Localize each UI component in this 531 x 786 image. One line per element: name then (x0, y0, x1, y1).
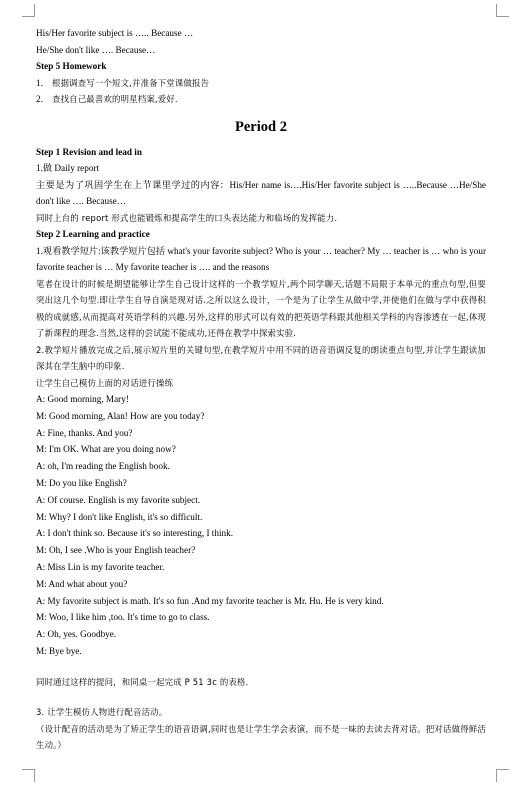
homework-line-2: He/She don't like …. Because… (36, 44, 156, 55)
step2-heading: Step 2 Learning and practice (36, 229, 150, 239)
homework-item-text: 根据调查写一个短文,并准备下堂课做报告 (52, 77, 210, 88)
dialogue-line: M: I'm OK. What are you doing now? (36, 444, 176, 455)
step1-heading: Step 1 Revision and lead in (36, 146, 142, 157)
dialogue-line: A: Good morning, Mary! (36, 394, 129, 404)
dialogue-line: A: Miss Lin is my favorite teacher. (36, 561, 165, 572)
step2-paragraph-2: 笔者在设计的时候是期望能够让学生自己设计这样的一个教学短片,两个同学聊天,话题不局限于本单元的重点句型,但要突出这几个句型.即让学生自导自演是现对话.之所以这么设计，一个是为了让学生从做中学,并使他们在做与学中获得积极的成就感,从而提高对英语学科的兴趣.另外,这样的形式可以有效的把英语学科跟其他相关学科的内容渗透在一起,体现了新课程的理念.当然,这样的尝试能不能成功,还得在教学中探索实验. (36, 278, 486, 338)
period-title: Period 2 (235, 118, 287, 135)
dialogue-line: A: oh, I'm reading the English book. (36, 461, 170, 472)
dialogue-line: A: Oh, yes. Goodbye. (36, 629, 117, 640)
step1-subheading: 1.做 Daily report (36, 163, 100, 173)
step2-paragraph-3: 2.教学短片播放完成之后,展示短片里的关键句型,在教学短片中用不同的语音语调反复的朗读重点句型,并让学生跟读加深其在学生脑中的印象. (36, 344, 486, 371)
homework-item-text: 查找自己最喜欢的明星档案,爱好. (52, 94, 178, 104)
dialogue-line: M: Oh, I see .Who is your English teacher? (36, 545, 196, 556)
dialogue-line: A: I don't think so. Because it's so interesting, I think. (36, 528, 233, 539)
crop-mark-top-right (496, 4, 509, 17)
document-page (36, 25, 486, 754)
step1-paragraph: 主要是为了巩固学生在上节课里学过的内容：His/Her name is….His/Her favorite subject is …..Because …He/She don't like …. Because… (36, 179, 486, 206)
dialogue-line: M: Do you like English? (36, 477, 127, 488)
activity-paragraph: （设计配音的活动是为了矫正学生的语音语调,同时也是让学生学会表演，而不是一味的去读去背对话。把对话做得鲜活生动。） (36, 723, 486, 751)
step1-paragraph-2: 同时上台的 report 形式也能锻炼和提高学生的口头表达能力和临场的发挥能力. (36, 212, 338, 223)
task-paragraph: 同时通过这样的提问，和同桌一起完成 P 51 3c 的表格． (36, 676, 255, 687)
crop-mark-bottom-right (496, 769, 509, 782)
dialogue-line: M: Good morning, Alan! How are you today? (36, 410, 205, 421)
step5-heading: Step 5 Homework (36, 61, 107, 71)
dialogue-line: M: Bye bye. (36, 645, 82, 656)
crop-mark-bottom-left (22, 769, 35, 782)
step2-paragraph-1: 1.观看教学短片:该教学短片包括 what's your favorite subject? Who is your … teacher? My … teacher is … who is your favorite teacher is … My favorite teacher is …. and the reasons (36, 245, 486, 272)
homework-item (36, 75, 486, 92)
homework-item (36, 91, 486, 108)
activity-heading: 3. 让学生模仿人物进行配音活动。 (36, 707, 168, 718)
dialogue-line: M: And what about you? (36, 578, 128, 589)
homework-item-number: 2. (36, 94, 43, 104)
dialogue-line: A: Of course. English is my favorite subject. (36, 494, 201, 505)
step2-paragraph-4: 让学生自己模仿上面的对话进行操练 (36, 377, 174, 388)
dialogue-line: M: Woo, I like him ,too. It's time to go to class. (36, 612, 210, 623)
dialogue (36, 391, 486, 660)
crop-mark-top-left (22, 4, 35, 17)
dialogue-line: A: Fine, thanks. And you? (36, 427, 133, 438)
dialogue-line: M: Why? I don't like English, it's so difficult. (36, 511, 203, 522)
homework-line-1: His/Her favorite subject is ….. Because … (36, 28, 194, 38)
homework-item-number: 1. (36, 77, 43, 88)
dialogue-line: A: My favorite subject is math. It's so fun .And my favorite teacher is Mr. Hu. He is very kind. (36, 595, 384, 606)
